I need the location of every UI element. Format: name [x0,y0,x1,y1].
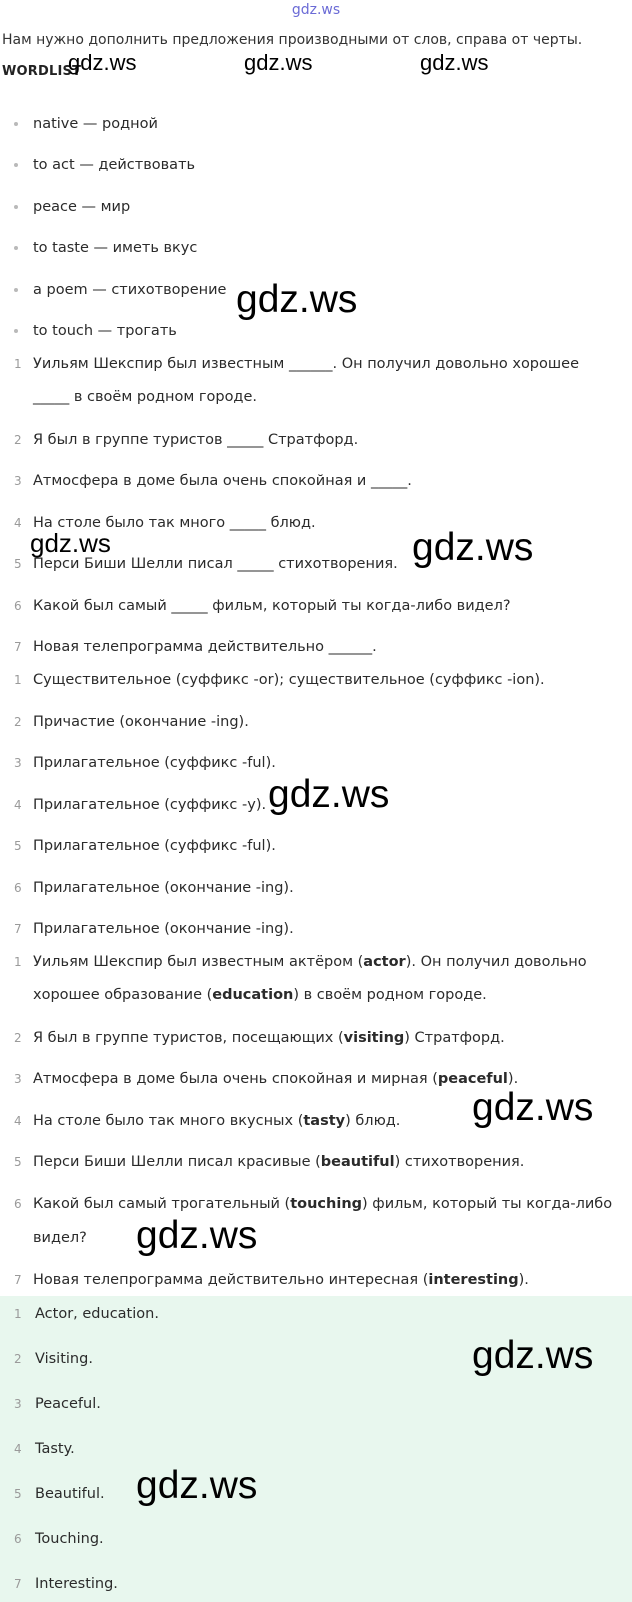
watermark: gdz.ws [268,773,390,816]
site-logo-link[interactable]: gdz.ws [291,2,341,18]
watermark: gdz.ws [420,50,489,75]
watermark: gdz.ws [244,50,313,75]
bullet-icon [14,205,18,209]
answer-word: education [212,987,294,1003]
bullet-icon [14,163,18,167]
bullet-icon [14,288,18,292]
watermark: gdz.ws [136,1214,258,1257]
answer-word: beautiful [320,1154,395,1170]
task-intro: Нам нужно дополнить предложения производными от слов, справа от черты. [2,32,583,48]
watermark: gdz.ws [412,526,534,569]
answer-word: actor [363,954,406,970]
answer-word: touching [290,1196,363,1212]
watermark: gdz.ws [472,1086,594,1129]
bullet-icon [14,122,18,126]
watermark: gdz.ws [30,528,111,558]
watermark: gdz.ws [136,1464,258,1507]
watermark: gdz.ws [472,1334,594,1377]
answer-word: interesting [428,1272,519,1288]
watermark: gdz.ws [236,278,358,321]
wordlist-heading: WORDLIST [2,64,82,79]
answer-word: visiting [343,1030,405,1046]
answer-word: peaceful [437,1071,508,1087]
bullet-icon [14,329,18,333]
bullet-icon [14,246,18,250]
answer-word: tasty [303,1113,346,1129]
watermark: gdz.ws [68,50,137,75]
